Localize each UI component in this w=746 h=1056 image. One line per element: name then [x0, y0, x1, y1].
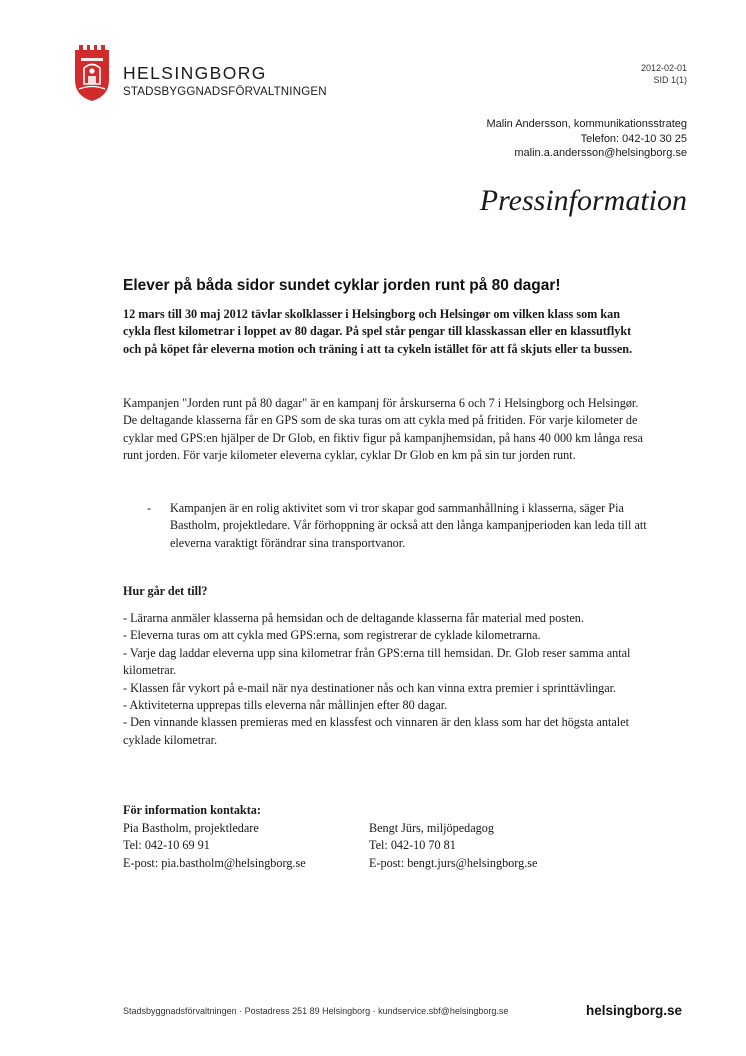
section-heading: Hur går det till? [123, 584, 208, 598]
helsingborg-crest-icon [74, 44, 110, 102]
document-meta [641, 63, 687, 86]
contact-card [123, 820, 306, 872]
org-subtitle: STADSBYGGNADSFÖRVALTNINGEN [123, 86, 327, 98]
press-contact-name: Malin Andersson, kommunikationsstrateg [486, 118, 687, 130]
list-item: - Den vinnande klassen premieras med en klassfest och vinnaren är den klass som har det högsta antalet cyklade kilometrar. [123, 715, 629, 747]
press-contact [486, 117, 687, 161]
list-item: - Lärarna anmäler klasserna på hemsidan och de deltagande klasserna får material med posten. [123, 611, 584, 625]
lead-paragraph: 12 mars till 30 maj 2012 tävlar skolklasser i Helsingborg och Helsingør om vilken klass som kan cykla flest kilometrar i loppet av 80 dagar. På spel står pengar till klasskassan eller en klassutflykt och på köpet får eleverna motion och träning i att ta cykeln istället för att få skjuts eller ta bussen. [123, 307, 633, 356]
contact-phone: Tel: 042-10 69 91 [123, 838, 210, 853]
contact-email: E-post: bengt.jurs@helsingborg.se [369, 855, 538, 870]
contact-phone: Tel: 042-10 70 81 [369, 838, 456, 853]
list-item: - Eleverna turas om att cykla med GPS:erna, som registrerar de cyklade kilometrarna. [123, 628, 541, 643]
quote-text: Kampanjen är en rolig aktivitet som vi tror skapar god sammanhållning i klasserna, säger Pia Bastholm, projektledare. Vår förhoppning är också att den långa kampanjperioden kan leda till att eleverna varaktigt förändrar sina transportvanor. [170, 501, 647, 550]
press-contact-email: malin.a.andersson@helsingborg.se [514, 147, 687, 159]
document-type: Pressinformation [479, 184, 687, 217]
footer-website: helsingborg.se [585, 1003, 682, 1018]
footer-address: Stadsbyggnadsförvaltningen · Postadress 251 89 Helsingborg · kundservice.sbf@helsingborg.se [123, 1006, 509, 1016]
contacts-heading: För information kontakta: [123, 803, 261, 817]
contact-name: Bengt Jürs, miljöpedagog [369, 821, 494, 835]
body-paragraph: Kampanjen "Jorden runt på 80 dagar" är en kampanj för årskurserna 6 och 7 i Helsingborg och Helsingør. De deltagande klasserna får en GPS som de ska turas om att cykla med på fritiden. För varje kilometer de cyklar med GPS:en hjälper de Dr Glob, en fiktiv figur på kampanjhemsidan, på hans 40 000 km långa resa runt jorden. För varje kilometer eleverna cyklar, cyklar Dr Glob en km på sin tur jorden runt. [123, 396, 643, 463]
press-contact-phone: Telefon: 042-10 30 25 [580, 132, 687, 145]
list-item: - Klassen får vykort på e-mail när nya destinationer nås och kan vinna extra premier i sprinttävlingar. [123, 680, 617, 695]
steps-list [123, 610, 653, 749]
page-number: SID 1(1) [653, 74, 687, 85]
contact-card [369, 820, 537, 872]
contact-name: Pia Bastholm, projektledare [123, 821, 259, 835]
document-date: 2012-02-01 [640, 63, 687, 73]
quote-dash: - [147, 501, 152, 515]
contact-email: E-post: pia.bastholm@helsingborg.se [123, 855, 306, 870]
headline: Elever på båda sidor sundet cyklar jorden runt på 80 dagar! [123, 277, 561, 294]
org-name: HELSINGBORG [123, 63, 267, 83]
list-item: - Varje dag laddar eleverna upp sina kilometrar från GPS:erna till hemsidan. Dr. Glob reser samma antal kilometrar. [123, 645, 631, 678]
list-item: - Aktiviteterna upprepas tills eleverna når mållinjen efter 80 dagar. [123, 698, 448, 713]
